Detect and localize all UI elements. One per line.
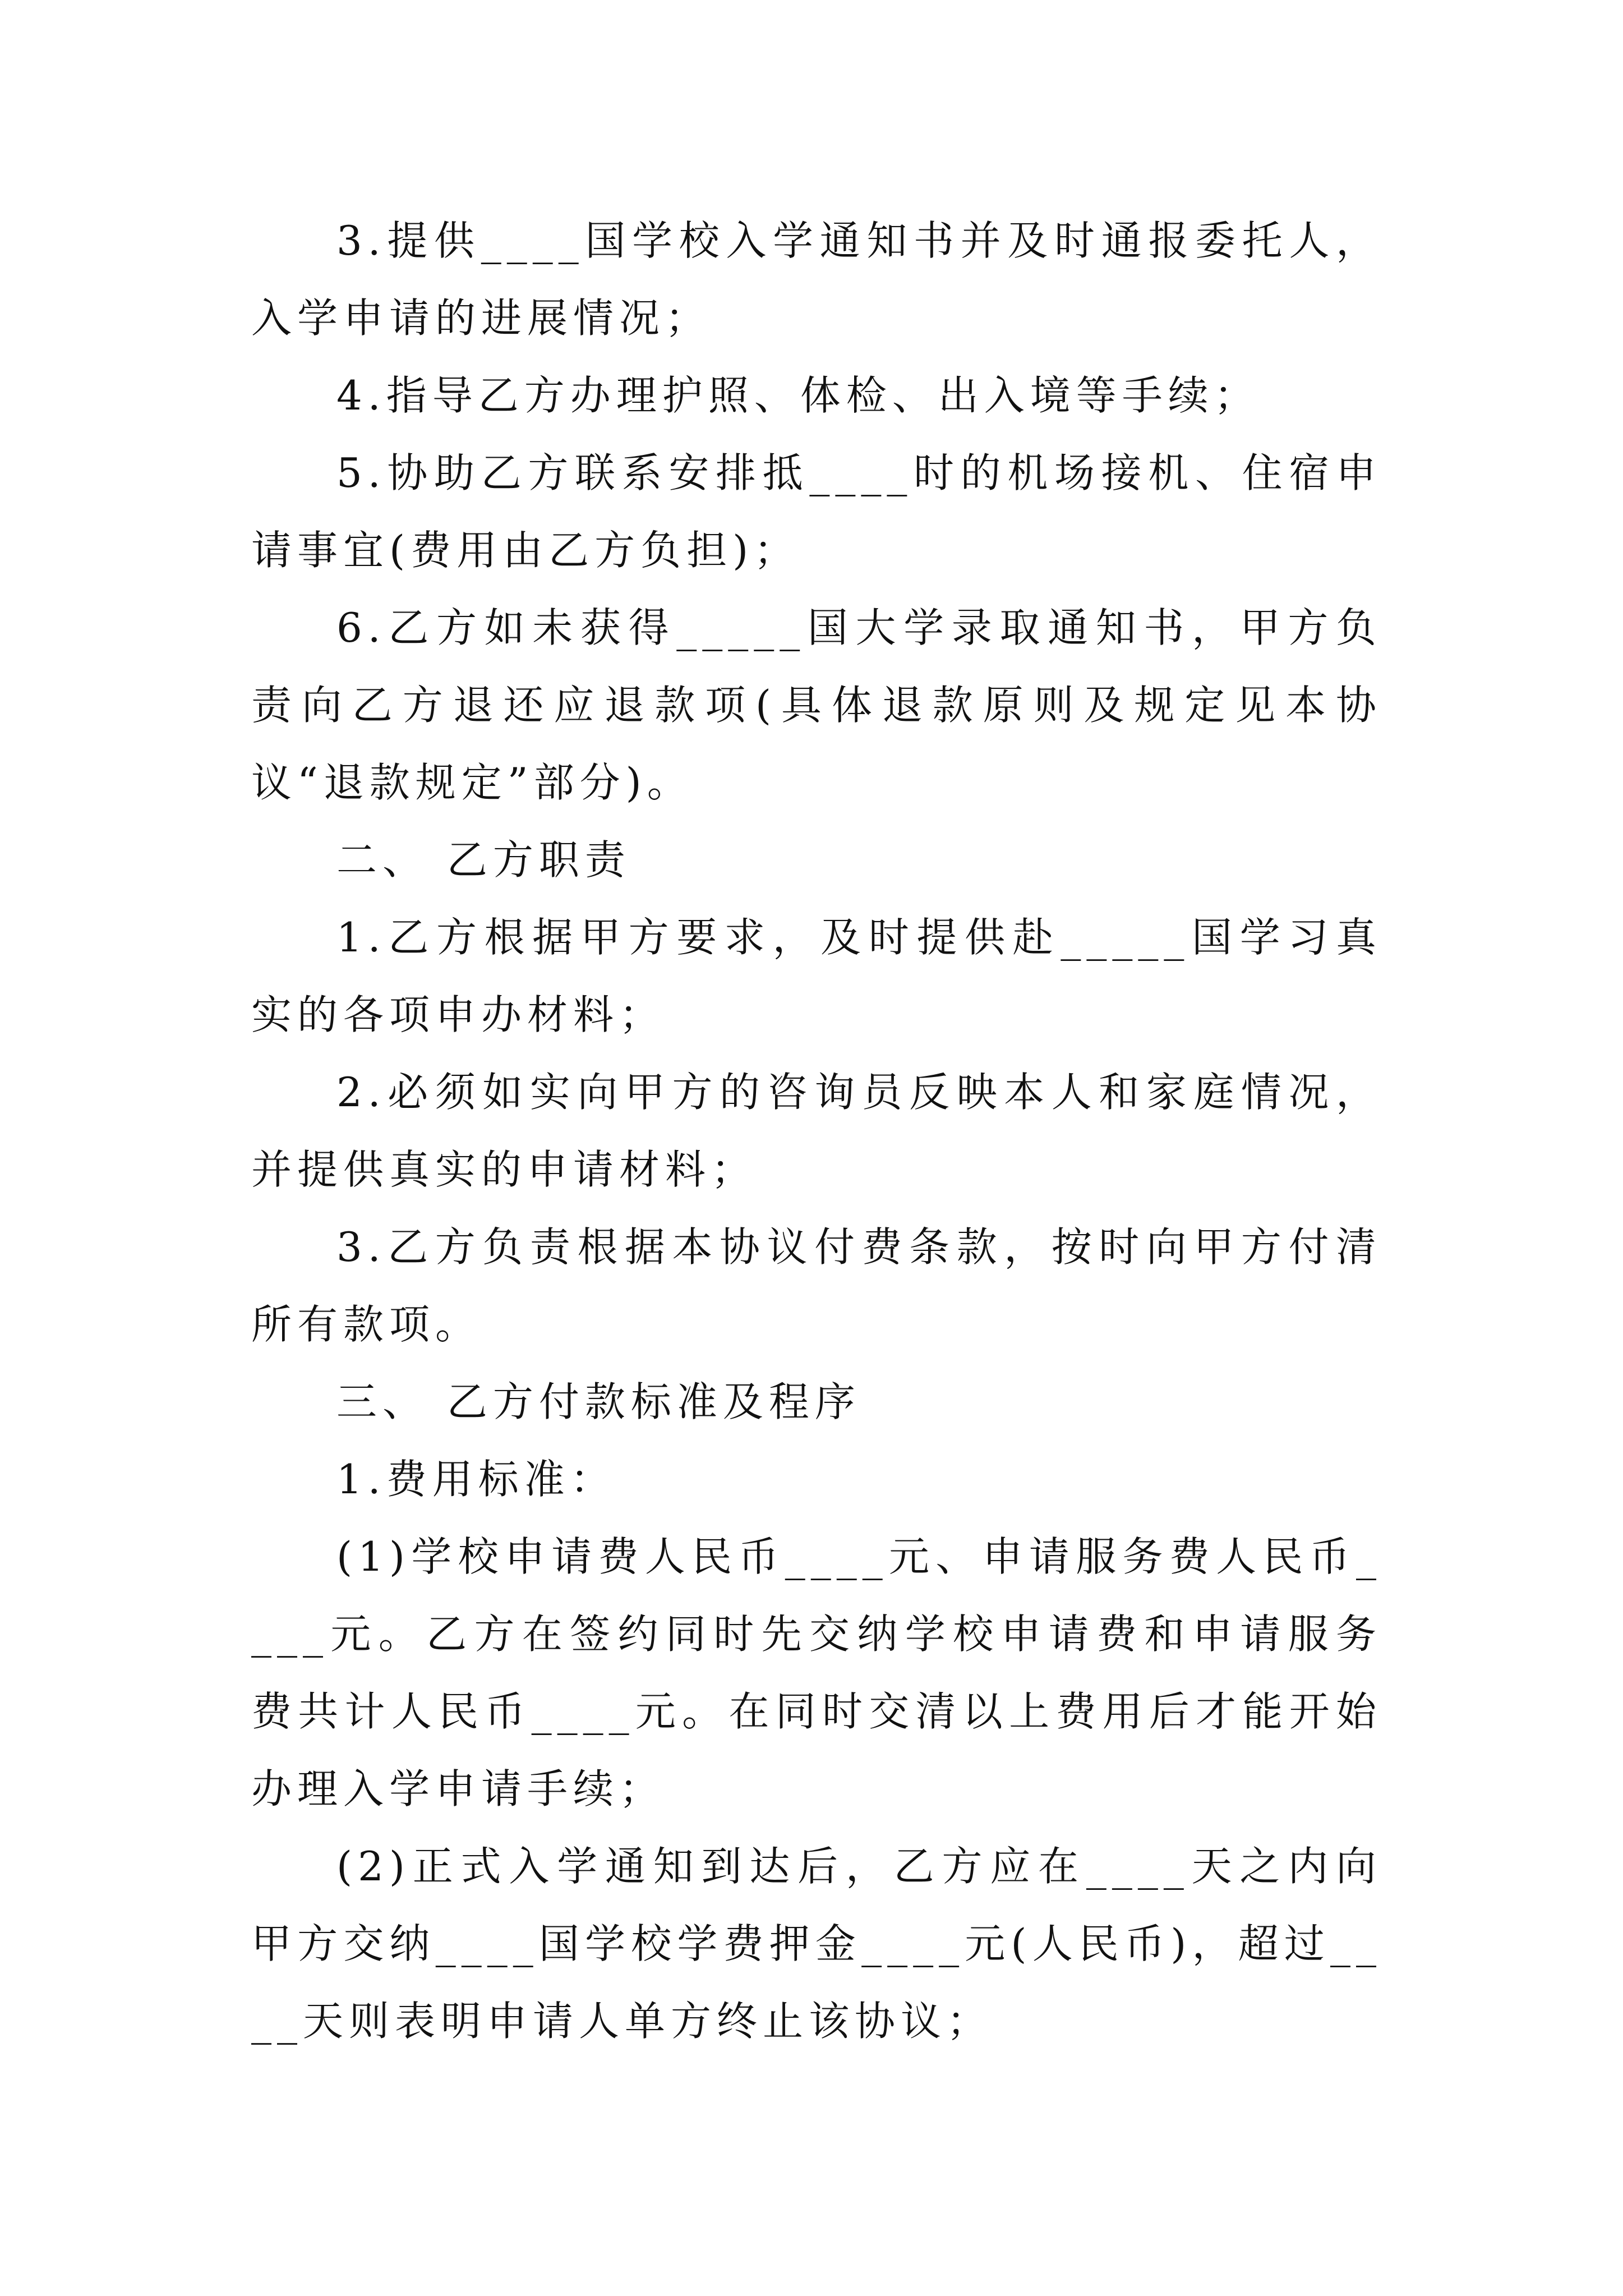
paragraph-application-fees: (1)学校申请费人民币____元、申请服务费人民币____元。乙方在签约同时先交纳学校申请费和申请服务费共计人民币____元。在同时交清以上费用后才能开始办理入学申请手续； [251, 1533, 1382, 1812]
section-heading-payment-standards: 三、 乙方付款标准及程序 [336, 1378, 861, 1425]
paragraph-truthful-info: 2.必须如实向甲方的咨询员反映本人和家庭情况，并提供真实的申请材料； [251, 1069, 1382, 1193]
document-body [251, 202, 1382, 2060]
paragraph-refund: 6.乙方如未获得_____国大学录取通知书，甲方负责向乙方退还应退款项(具体退款原则及规定见本协议“退款规定”部分)。 [251, 604, 1382, 806]
paragraph-fee-standards: 1.费用标准： [336, 1456, 616, 1503]
paragraph-payment-obligation: 3.乙方负责根据本协议付费条款，按时向甲方付清所有款项。 [251, 1223, 1382, 1348]
paragraph-tuition-deposit: (2)正式入学通知到达后，乙方应在____天之内向甲方交纳____国学校学费押金____元(人民币)，超过____天则表明申请人单方终止该协议； [251, 1843, 1382, 2045]
section-heading-party-b-duties: 二、 乙方职责 [336, 836, 631, 884]
paragraph-guide-passport: 4.指导乙方办理护照、体检、出入境等手续； [336, 372, 1260, 419]
paragraph-provide-materials: 1.乙方根据甲方要求，及时提供赴_____国学习真实的各项申办材料； [251, 914, 1382, 1038]
paragraph-provide-admission-notice: 3.提供____国学校入学通知书并及时通报委托人，入学申请的进展情况； [251, 217, 1382, 342]
paragraph-airport-pickup: 5.协助乙方联系安排抵____时的机场接机、住宿申请事宜(费用由乙方负担)； [251, 449, 1382, 574]
